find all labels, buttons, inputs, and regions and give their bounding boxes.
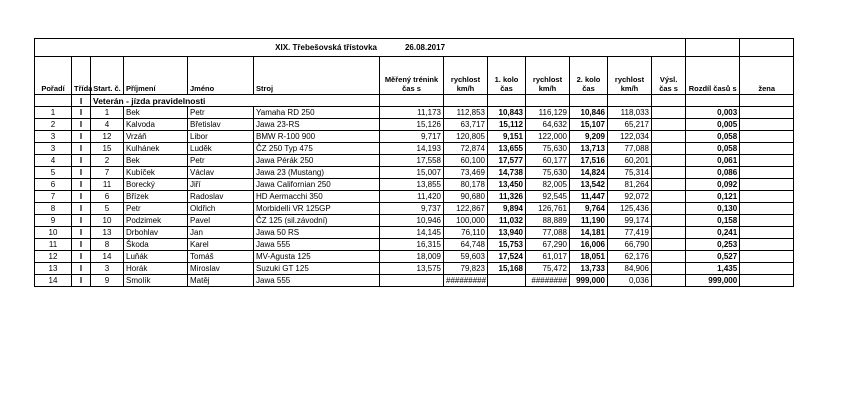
cell-zena — [740, 227, 794, 239]
cell-stroj: Jawa 555 — [254, 239, 380, 251]
cell-kolo2: 14,824 — [570, 167, 608, 179]
cell-trida: I — [72, 167, 91, 179]
cell-start: 11 — [91, 179, 124, 191]
cell-vysl — [652, 155, 686, 167]
cell-kolo2: 11,447 — [570, 191, 608, 203]
cell-rych1: 61,017 — [526, 251, 570, 263]
cell-start: 3 — [91, 263, 124, 275]
cell-start: 9 — [91, 275, 124, 287]
cell-jmeno: Břetislav — [188, 119, 254, 131]
cell-rych0: 76,110 — [444, 227, 488, 239]
cell-rozdil: 0,253 — [686, 239, 740, 251]
cell-vysl — [652, 167, 686, 179]
cell-jmeno: Pavel — [188, 215, 254, 227]
table-row — [35, 131, 794, 143]
empty-cell — [570, 95, 608, 107]
cell-zena — [740, 263, 794, 275]
cell-jmeno: Radoslav — [188, 191, 254, 203]
cell-rych0: 63,717 — [444, 119, 488, 131]
category-row — [35, 95, 794, 107]
cell-rych1: 75,472 — [526, 263, 570, 275]
cell-zena — [740, 275, 794, 287]
empty-cell — [35, 95, 72, 107]
cell-rych0: 60,100 — [444, 155, 488, 167]
cell-prijmeni: Horák — [124, 263, 188, 275]
cell-rych0: 73,469 — [444, 167, 488, 179]
cell-kolo1: 13,655 — [488, 143, 526, 155]
cell-rozdil: 0,058 — [686, 143, 740, 155]
cell-mereny: 16,315 — [380, 239, 444, 251]
cell-rych2: 75,314 — [608, 167, 652, 179]
cell-rozdil: 0,086 — [686, 167, 740, 179]
cell-rozdil: 0,158 — [686, 215, 740, 227]
table-row — [35, 251, 794, 263]
header-zena: žena — [740, 57, 794, 95]
header-rychlost2: rychlost km/h — [608, 57, 652, 95]
cell-rych1: 67,290 — [526, 239, 570, 251]
cell-start: 12 — [91, 131, 124, 143]
cell-kolo2: 17,516 — [570, 155, 608, 167]
cell-prijmeni: Břízek — [124, 191, 188, 203]
cell-trida: I — [72, 107, 91, 119]
table-row — [35, 203, 794, 215]
cell-jmeno: Luděk — [188, 143, 254, 155]
cell-prijmeni: Vrzáň — [124, 131, 188, 143]
table-row — [35, 119, 794, 131]
cell-rych1: 116,129 — [526, 107, 570, 119]
cell-trida: I — [72, 263, 91, 275]
cell-poradi: 14 — [35, 275, 72, 287]
table-row — [35, 263, 794, 275]
cell-rozdil: 0,005 — [686, 119, 740, 131]
cell-poradi: 5 — [35, 167, 72, 179]
table-row — [35, 107, 794, 119]
cell-kolo1: 15,112 — [488, 119, 526, 131]
cell-stroj: Jawa Pérák 250 — [254, 155, 380, 167]
cell-start: 2 — [91, 155, 124, 167]
cell-rych1: 92,545 — [526, 191, 570, 203]
header-poradi: Pořadí — [35, 57, 72, 95]
cell-rozdil: 0,130 — [686, 203, 740, 215]
cell-stroj: Yamaha RD 250 — [254, 107, 380, 119]
cell-vysl — [652, 263, 686, 275]
cell-stroj: Morbidelli VR 125GP — [254, 203, 380, 215]
cell-kolo2: 15,107 — [570, 119, 608, 131]
cell-kolo2: 11,190 — [570, 215, 608, 227]
table-row — [35, 191, 794, 203]
table-row — [35, 239, 794, 251]
cell-start: 4 — [91, 119, 124, 131]
cell-prijmeni: Drbohlav — [124, 227, 188, 239]
cell-prijmeni: Kalvoda — [124, 119, 188, 131]
cell-prijmeni: Bek — [124, 107, 188, 119]
results-table — [34, 38, 794, 287]
category-label: Veterán - jízda pravidelnosti — [91, 95, 380, 107]
cell-rych2: 60,201 — [608, 155, 652, 167]
cell-kolo1: 17,577 — [488, 155, 526, 167]
cell-rych1: 75,630 — [526, 143, 570, 155]
cell-rozdil: 0,527 — [686, 251, 740, 263]
cell-start: 1 — [91, 107, 124, 119]
cell-poradi: 1 — [35, 107, 72, 119]
cell-kolo2: 13,542 — [570, 179, 608, 191]
cell-rych2: 66,790 — [608, 239, 652, 251]
cell-rych1: 75,630 — [526, 167, 570, 179]
cell-jmeno: Karel — [188, 239, 254, 251]
cell-rych0: 122,867 — [444, 203, 488, 215]
cell-zena — [740, 239, 794, 251]
empty-cell — [380, 95, 444, 107]
cell-kolo1: 9,151 — [488, 131, 526, 143]
cell-rych1: 82,005 — [526, 179, 570, 191]
cell-stroj: ČZ 125 (sil.závodní) — [254, 215, 380, 227]
cell-mereny: 15,007 — [380, 167, 444, 179]
cell-rych2: 122,034 — [608, 131, 652, 143]
cell-zena — [740, 203, 794, 215]
cell-vysl — [652, 203, 686, 215]
header-jmeno: Jméno — [188, 57, 254, 95]
cell-trida: I — [72, 203, 91, 215]
empty-cell — [488, 95, 526, 107]
category-class: I — [72, 95, 91, 107]
cell-rych2: 92,072 — [608, 191, 652, 203]
cell-trida: I — [72, 239, 91, 251]
cell-stroj: Jawa 23 (Mustang) — [254, 167, 380, 179]
cell-kolo1: 17,524 — [488, 251, 526, 263]
cell-prijmeni: Petr — [124, 203, 188, 215]
cell-poradi: 4 — [35, 155, 72, 167]
cell-kolo2: 9,209 — [570, 131, 608, 143]
header-start: Start. č. — [91, 57, 124, 95]
cell-start: 13 — [91, 227, 124, 239]
event-title: XIX. Třebešovská třístovka — [275, 42, 377, 52]
cell-stroj: ČZ 250 Typ 475 — [254, 143, 380, 155]
cell-poradi: 7 — [35, 191, 72, 203]
cell-poradi: 3 — [35, 131, 72, 143]
cell-trida: I — [72, 143, 91, 155]
cell-jmeno: Matěj — [188, 275, 254, 287]
cell-vysl — [652, 215, 686, 227]
cell-rozdil: 0,121 — [686, 191, 740, 203]
cell-prijmeni: Kulhánek — [124, 143, 188, 155]
cell-zena — [740, 179, 794, 191]
cell-zena — [740, 107, 794, 119]
cell-kolo2: 18,051 — [570, 251, 608, 263]
table-row — [35, 179, 794, 191]
cell-jmeno: Oldřich — [188, 203, 254, 215]
cell-kolo1: 15,168 — [488, 263, 526, 275]
table-row — [35, 275, 794, 287]
cell-start: 15 — [91, 143, 124, 155]
cell-trida: I — [72, 119, 91, 131]
header-vysl: Výsl. čas s — [652, 57, 686, 95]
cell-poradi: 9 — [35, 215, 72, 227]
cell-start: 5 — [91, 203, 124, 215]
cell-rych0: 72,874 — [444, 143, 488, 155]
cell-stroj: Jawa 50 RS — [254, 227, 380, 239]
cell-rych2: 0,036 — [608, 275, 652, 287]
cell-mereny: 14,193 — [380, 143, 444, 155]
cell-mereny: 9,737 — [380, 203, 444, 215]
cell-zena — [740, 215, 794, 227]
title-cell — [35, 39, 686, 57]
cell-mereny: 15,126 — [380, 119, 444, 131]
cell-kolo1: 11,326 — [488, 191, 526, 203]
cell-poradi: 2 — [35, 119, 72, 131]
table-row — [35, 143, 794, 155]
cell-rych0: 120,805 — [444, 131, 488, 143]
cell-mereny: 17,558 — [380, 155, 444, 167]
cell-stroj: Suzuki GT 125 — [254, 263, 380, 275]
cell-rych0: ######### — [444, 275, 488, 287]
cell-rozdil: 999,000 — [686, 275, 740, 287]
cell-zena — [740, 131, 794, 143]
cell-start: 14 — [91, 251, 124, 263]
cell-stroj: MV-Agusta 125 — [254, 251, 380, 263]
cell-mereny: 11,173 — [380, 107, 444, 119]
empty-cell — [526, 95, 570, 107]
cell-rych2: 99,174 — [608, 215, 652, 227]
event-date: 26.08.2017 — [404, 42, 446, 52]
cell-poradi: 8 — [35, 203, 72, 215]
cell-kolo1: 9,894 — [488, 203, 526, 215]
cell-start: 6 — [91, 191, 124, 203]
cell-mereny: 9,717 — [380, 131, 444, 143]
cell-vysl — [652, 107, 686, 119]
cell-kolo2: 13,733 — [570, 263, 608, 275]
cell-jmeno: Libor — [188, 131, 254, 143]
cell-rozdil: 0,061 — [686, 155, 740, 167]
cell-rych0: 59,603 — [444, 251, 488, 263]
cell-mereny: 18,009 — [380, 251, 444, 263]
cell-trida: I — [72, 131, 91, 143]
cell-rych0: 112,853 — [444, 107, 488, 119]
cell-rych1: 64,632 — [526, 119, 570, 131]
cell-trida: I — [72, 215, 91, 227]
cell-vysl — [652, 131, 686, 143]
empty-cell — [608, 95, 652, 107]
cell-zena — [740, 119, 794, 131]
header-row — [35, 57, 794, 95]
cell-zena — [740, 191, 794, 203]
cell-rych2: 77,088 — [608, 143, 652, 155]
header-rozdil: Rozdíl časů s — [686, 57, 740, 95]
cell-kolo2: 14,181 — [570, 227, 608, 239]
cell-jmeno: Jan — [188, 227, 254, 239]
cell-mereny — [380, 275, 444, 287]
header-stroj: Stroj — [254, 57, 380, 95]
table-row — [35, 227, 794, 239]
cell-prijmeni: Podzimek — [124, 215, 188, 227]
cell-rozdil: 0,092 — [686, 179, 740, 191]
cell-rych1: 126,761 — [526, 203, 570, 215]
cell-rych0: 64,748 — [444, 239, 488, 251]
table-row — [35, 167, 794, 179]
header-rychlost0: rychlost km/h — [444, 57, 488, 95]
empty-cell — [652, 95, 686, 107]
cell-rych2: 81,264 — [608, 179, 652, 191]
cell-prijmeni: Kubíček — [124, 167, 188, 179]
cell-jmeno: Petr — [188, 155, 254, 167]
cell-jmeno: Petr — [188, 107, 254, 119]
cell-poradi: 12 — [35, 251, 72, 263]
table-row — [35, 215, 794, 227]
cell-vysl — [652, 191, 686, 203]
cell-rych0: 80,178 — [444, 179, 488, 191]
cell-stroj: Jawa 23-RS — [254, 119, 380, 131]
cell-rozdil: 0,241 — [686, 227, 740, 239]
cell-kolo1: 13,450 — [488, 179, 526, 191]
cell-rych2: 84,906 — [608, 263, 652, 275]
cell-vysl — [652, 227, 686, 239]
cell-rych2: 62,176 — [608, 251, 652, 263]
cell-kolo1: 11,032 — [488, 215, 526, 227]
cell-rych2: 77,419 — [608, 227, 652, 239]
cell-rych1: 60,177 — [526, 155, 570, 167]
cell-trida: I — [72, 155, 91, 167]
header-rychlost1: rychlost km/h — [526, 57, 570, 95]
cell-stroj: Jawa 555 — [254, 275, 380, 287]
cell-kolo2: 10,846 — [570, 107, 608, 119]
cell-jmeno: Václav — [188, 167, 254, 179]
cell-mereny: 14,145 — [380, 227, 444, 239]
cell-kolo2: 13,713 — [570, 143, 608, 155]
header-kolo1: 1. kolo čas — [488, 57, 526, 95]
table-row — [35, 155, 794, 167]
cell-vysl — [652, 179, 686, 191]
cell-rych2: 65,217 — [608, 119, 652, 131]
cell-kolo2: 999,000 — [570, 275, 608, 287]
cell-vysl — [652, 275, 686, 287]
cell-prijmeni: Smolík — [124, 275, 188, 287]
cell-kolo1: 10,843 — [488, 107, 526, 119]
header-prijmeni: Příjmení — [124, 57, 188, 95]
cell-kolo2: 9,764 — [570, 203, 608, 215]
cell-trida: I — [72, 191, 91, 203]
cell-trida: I — [72, 251, 91, 263]
cell-mereny: 10,946 — [380, 215, 444, 227]
empty-cell — [740, 39, 794, 57]
cell-kolo2: 16,006 — [570, 239, 608, 251]
cell-rych0: 79,823 — [444, 263, 488, 275]
cell-prijmeni: Borecký — [124, 179, 188, 191]
header-trida: Třída — [72, 57, 91, 95]
cell-jmeno: Tomáš — [188, 251, 254, 263]
cell-kolo1 — [488, 275, 526, 287]
cell-rych1: 88,889 — [526, 215, 570, 227]
cell-zena — [740, 143, 794, 155]
cell-stroj: HD Aermacchi 350 — [254, 191, 380, 203]
cell-rych1: ######## — [526, 275, 570, 287]
cell-stroj: BMW R-100 900 — [254, 131, 380, 143]
cell-poradi: 3 — [35, 143, 72, 155]
cell-rych1: 77,088 — [526, 227, 570, 239]
empty-cell — [740, 95, 794, 107]
cell-trida: I — [72, 179, 91, 191]
cell-rozdil: 0,058 — [686, 131, 740, 143]
cell-poradi: 11 — [35, 239, 72, 251]
cell-vysl — [652, 119, 686, 131]
cell-kolo1: 14,738 — [488, 167, 526, 179]
cell-stroj: Jawa Californian 250 — [254, 179, 380, 191]
cell-kolo1: 13,940 — [488, 227, 526, 239]
cell-rych2: 118,033 — [608, 107, 652, 119]
cell-vysl — [652, 239, 686, 251]
cell-mereny: 13,575 — [380, 263, 444, 275]
cell-start: 10 — [91, 215, 124, 227]
cell-rozdil: 1,435 — [686, 263, 740, 275]
cell-poradi: 6 — [35, 179, 72, 191]
cell-rych1: 122,000 — [526, 131, 570, 143]
cell-zena — [740, 167, 794, 179]
header-mereny: Měřený trénink čas s — [380, 57, 444, 95]
cell-prijmeni: Bek — [124, 155, 188, 167]
cell-rych2: 125,436 — [608, 203, 652, 215]
cell-start: 8 — [91, 239, 124, 251]
empty-cell — [686, 95, 740, 107]
cell-kolo1: 15,753 — [488, 239, 526, 251]
cell-rych0: 100,000 — [444, 215, 488, 227]
cell-zena — [740, 251, 794, 263]
empty-cell — [444, 95, 488, 107]
cell-poradi: 13 — [35, 263, 72, 275]
cell-trida: I — [72, 227, 91, 239]
cell-mereny: 11,420 — [380, 191, 444, 203]
title-row — [35, 39, 794, 57]
cell-rych0: 90,680 — [444, 191, 488, 203]
cell-vysl — [652, 251, 686, 263]
cell-rozdil: 0,003 — [686, 107, 740, 119]
cell-start: 7 — [91, 167, 124, 179]
cell-prijmeni: Škoda — [124, 239, 188, 251]
cell-jmeno: Jiří — [188, 179, 254, 191]
cell-mereny: 13,855 — [380, 179, 444, 191]
empty-cell — [686, 39, 740, 57]
cell-zena — [740, 155, 794, 167]
header-kolo2: 2. kolo čas — [570, 57, 608, 95]
cell-vysl — [652, 143, 686, 155]
cell-poradi: 10 — [35, 227, 72, 239]
cell-jmeno: Miroslav — [188, 263, 254, 275]
cell-trida: I — [72, 275, 91, 287]
cell-prijmeni: Luňák — [124, 251, 188, 263]
